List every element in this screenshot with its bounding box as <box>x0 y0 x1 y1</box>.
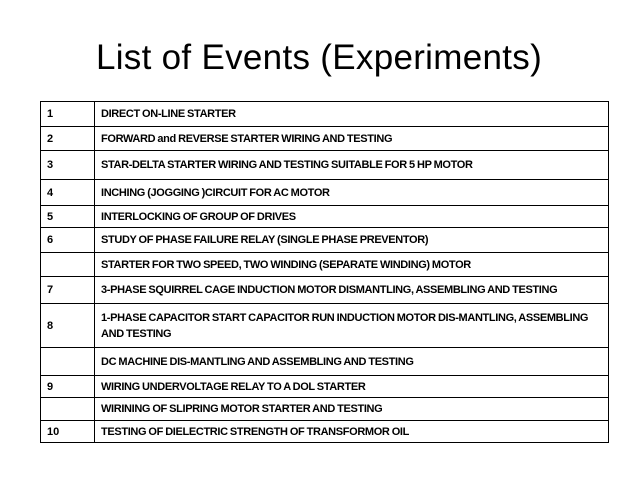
row-description: INCHING (JOGGING )CIRCUIT FOR AC MOTOR <box>95 180 609 206</box>
table-row <box>41 102 609 127</box>
table-row <box>41 277 609 304</box>
row-number: 1 <box>41 102 95 127</box>
row-description: STARTER FOR TWO SPEED, TWO WINDING (SEPARATE WINDING) MOTOR <box>95 253 609 277</box>
row-description: 3-PHASE SQUIRREL CAGE INDUCTION MOTOR DISMANTLING, ASSEMBLING AND TESTING <box>95 277 609 304</box>
table-row <box>41 206 609 228</box>
row-number: 7 <box>41 277 95 304</box>
row-number: 9 <box>41 376 95 398</box>
table-row <box>41 398 609 421</box>
row-description: WIRING UNDERVOLTAGE RELAY TO A DOL STARTER <box>95 376 609 398</box>
row-number <box>41 398 95 421</box>
row-description: STAR-DELTA STARTER WIRING AND TESTING SUITABLE FOR 5 HP MOTOR <box>95 151 609 180</box>
row-description: DC MACHINE DIS-MANTLING AND ASSEMBLING AND TESTING <box>95 348 609 376</box>
row-description: DIRECT ON-LINE STARTER <box>95 102 609 127</box>
row-description: TESTING OF DIELECTRIC STRENGTH OF TRANSFORMOR OIL <box>95 421 609 443</box>
page-title: List of Events (Experiments) <box>95 38 543 77</box>
row-number: 5 <box>41 206 95 228</box>
row-number: 10 <box>41 421 95 443</box>
row-description: INTERLOCKING OF GROUP OF DRIVES <box>95 206 609 228</box>
row-number: 8 <box>41 304 95 348</box>
row-number <box>41 348 95 376</box>
table-row <box>41 127 609 151</box>
row-number <box>41 253 95 277</box>
table-row <box>41 304 609 348</box>
table-row <box>41 348 609 376</box>
row-number: 2 <box>41 127 95 151</box>
row-number: 4 <box>41 180 95 206</box>
table-row <box>41 253 609 277</box>
row-number: 3 <box>41 151 95 180</box>
events-table-body <box>41 102 609 443</box>
table-row <box>41 180 609 206</box>
row-number: 6 <box>41 228 95 253</box>
table-row <box>41 421 609 443</box>
row-description: WIRINING OF SLIPRING MOTOR STARTER AND TESTING <box>95 398 609 421</box>
row-description: FORWARD and REVERSE STARTER WIRING AND TESTING <box>95 127 609 151</box>
table-row <box>41 228 609 253</box>
table-row <box>41 151 609 180</box>
row-description: 1-PHASE CAPACITOR START CAPACITOR RUN INDUCTION MOTOR DIS-MANTLING, ASSEMBLING AND TESTING <box>95 304 609 348</box>
table-row <box>41 376 609 398</box>
events-table <box>40 101 609 443</box>
row-description: STUDY OF PHASE FAILURE RELAY (SINGLE PHASE PREVENTOR) <box>95 228 609 253</box>
